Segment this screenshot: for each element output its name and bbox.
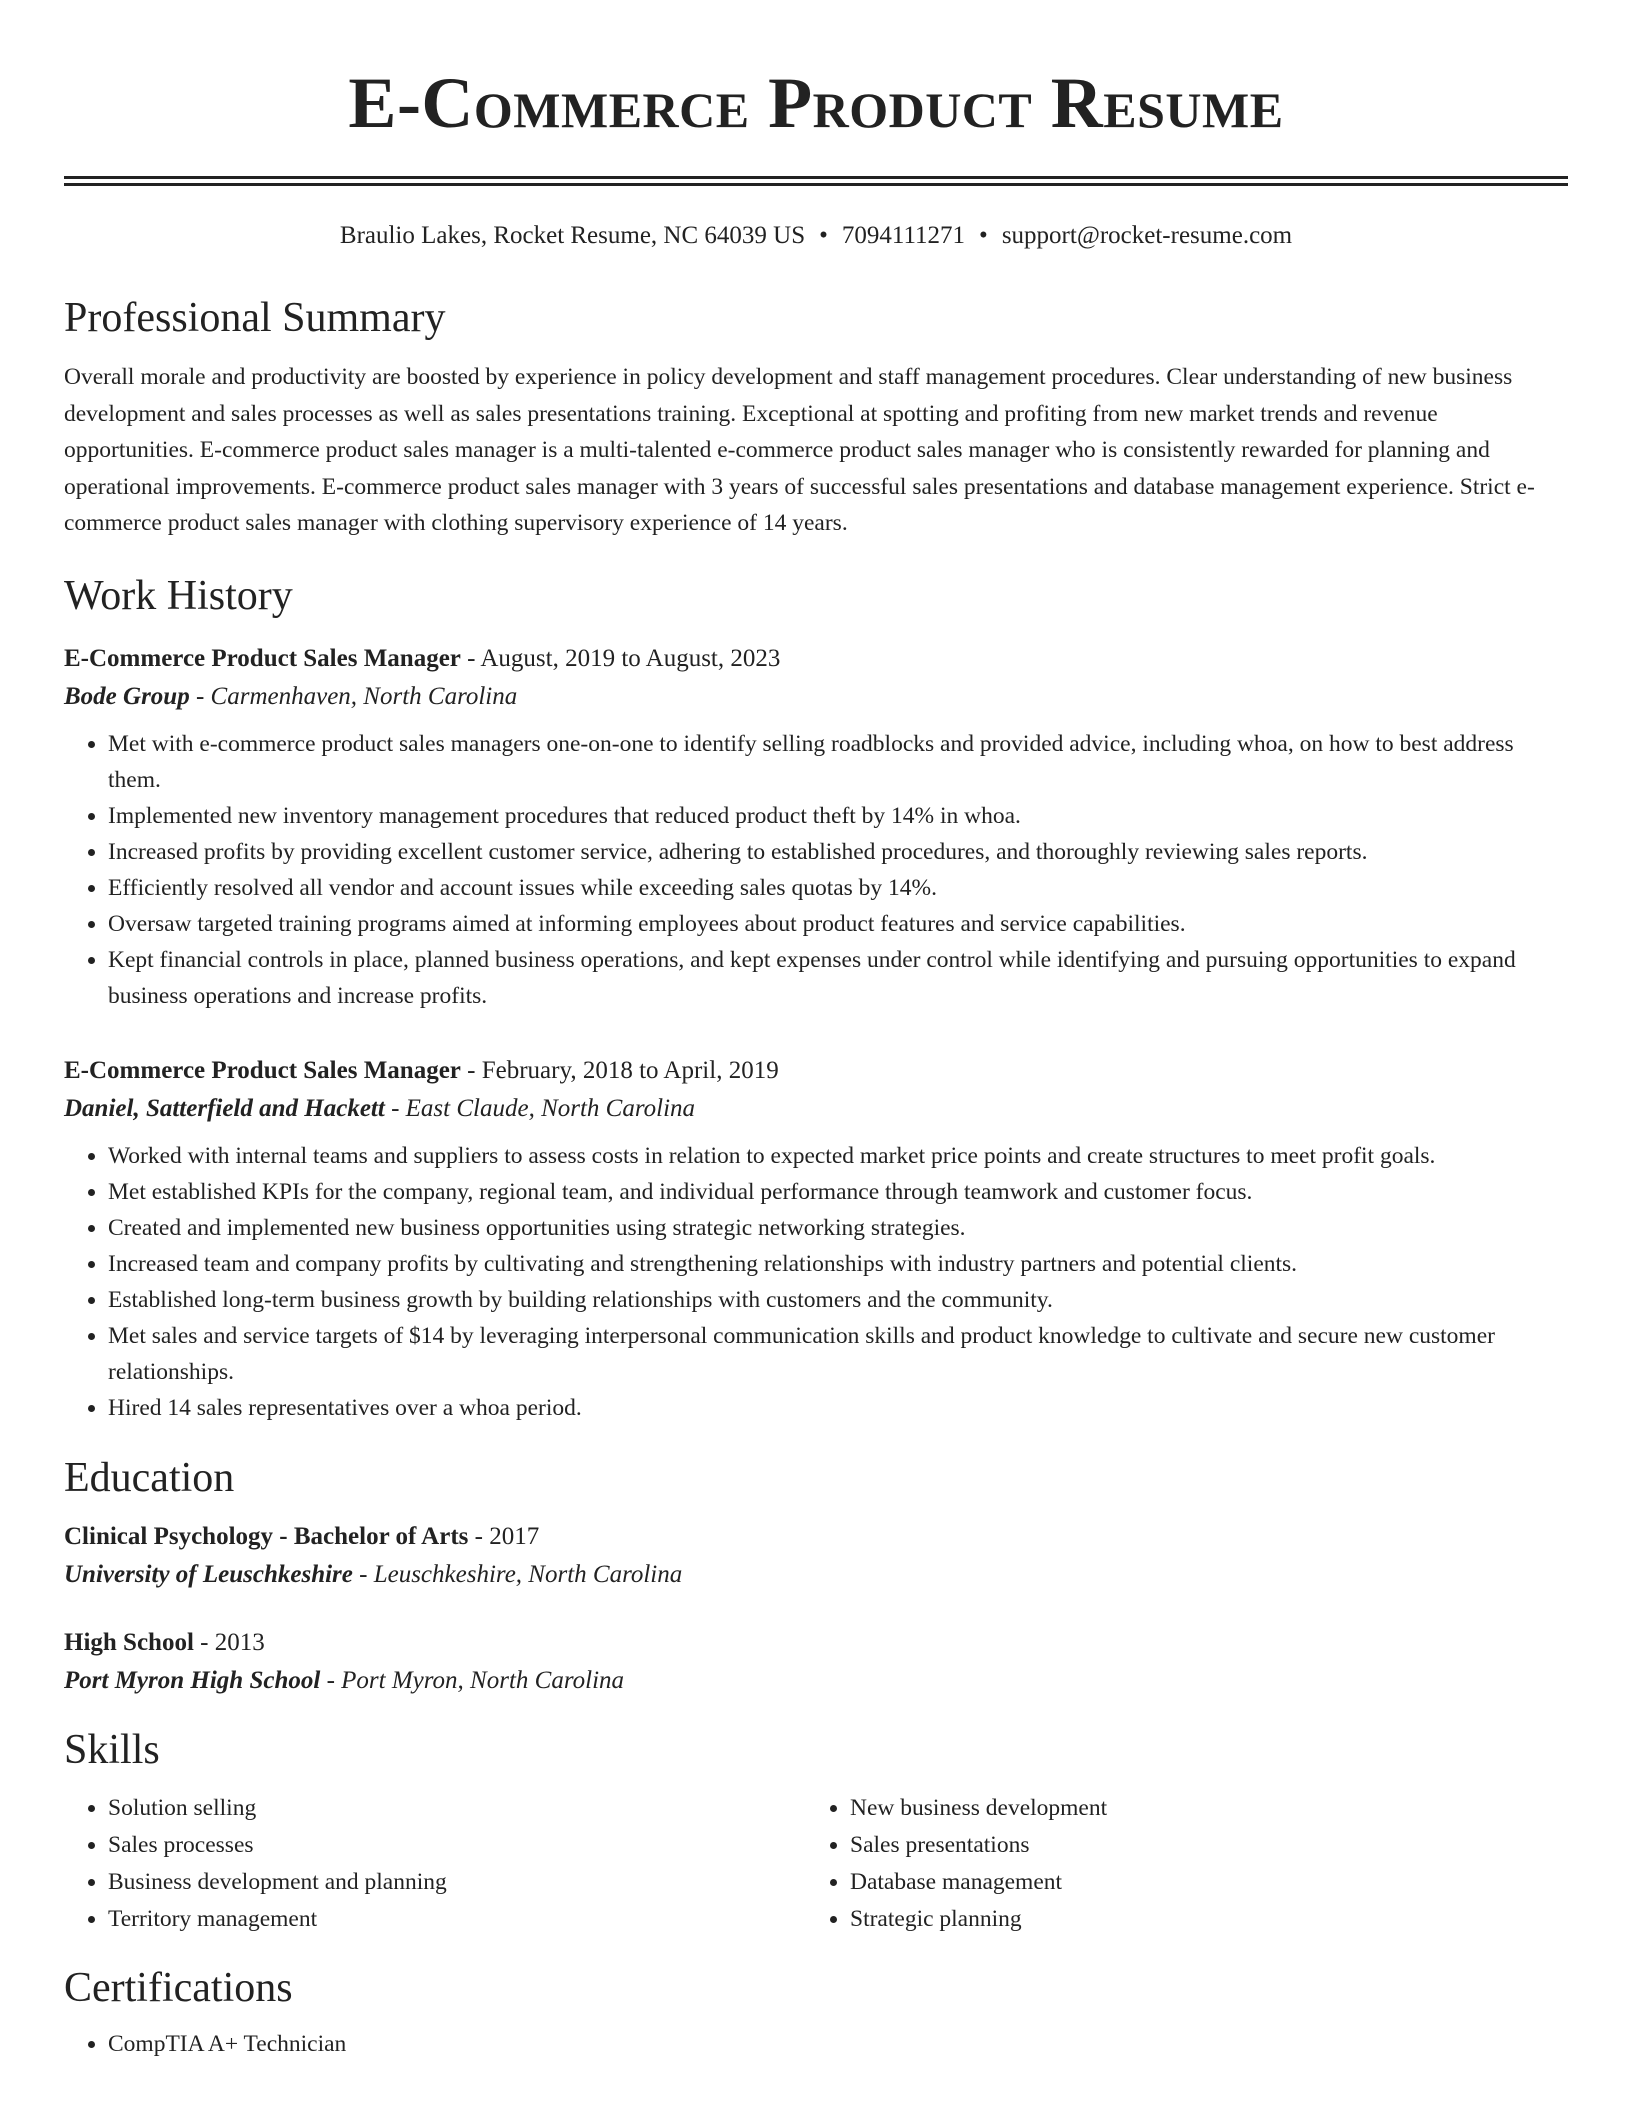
education-entry (64, 1624, 1568, 1700)
education-degree-line (64, 1518, 1568, 1556)
education-year: - 2017 (468, 1522, 540, 1550)
skills-heading: Skills (64, 1726, 160, 1773)
list-item: • Oversaw targeted training programs aimed at informing employees about product features and service capabilities. (108, 906, 1568, 942)
job-title-line (64, 640, 1568, 678)
list-item: • Efficiently resolved all vendor and account issues while exceeding sales quotas by 14%. (108, 870, 1568, 906)
job-entry (64, 1052, 1568, 1426)
job-title-line (64, 1052, 1568, 1090)
contact-email: support@rocket-resume.com (1001, 222, 1293, 249)
job-company: Bode Group (64, 682, 190, 710)
list-item: • Kept financial controls in place, planned business operations, and kept expenses under control while identifying and pursuing opportunities to expand business operations and increase profits. (108, 942, 1568, 1014)
certification-item: • CompTIA A+ Technician (108, 2026, 1568, 2062)
skill-item: • Strategic planning (850, 1901, 1548, 1938)
list-item: • Created and implemented new business opportunities using strategic networking strategies. (108, 1210, 1568, 1246)
job-location: - Carmenhaven, North Carolina (189, 682, 518, 710)
summary-heading: Professional Summary (64, 295, 446, 341)
job-company-line (64, 1090, 1568, 1128)
education-school: University of Leuschkeshire (64, 1560, 353, 1588)
skills-list-right (806, 1790, 1548, 1938)
job-company: Daniel, Satterfield and Hackett (64, 1094, 385, 1122)
contact-address: Braulio Lakes, Rocket Resume, NC 64039 US (339, 222, 806, 249)
work-history-heading: Work History (64, 572, 293, 619)
education-school-line (64, 1556, 1568, 1594)
education-location: - Leuschkeshire, North Carolina (352, 1560, 683, 1588)
education-school-line (64, 1662, 1568, 1700)
education-entry (64, 1518, 1568, 1594)
skill-item: • Business development and planning (108, 1864, 806, 1901)
skills-list-left (64, 1790, 806, 1938)
education-degree: High School (64, 1628, 194, 1656)
list-item: • Met established KPIs for the company, regional team, and individual performance through teamwork and customer focus. (108, 1174, 1568, 1210)
list-item: • Hired 14 sales representatives over a whoa period. (108, 1390, 1568, 1426)
contact-line (64, 220, 1568, 252)
job-company-line (64, 678, 1568, 716)
list-item: • Increased team and company profits by cultivating and strengthening relationships with industry partners and potential clients. (108, 1246, 1568, 1282)
skill-item: • Sales presentations (850, 1827, 1548, 1864)
contact-separator: • (979, 222, 988, 249)
job-dates: - February, 2018 to April, 2019 (460, 1056, 779, 1084)
education-degree-line (64, 1624, 1568, 1662)
summary-text: Overall morale and productivity are boosted by experience in policy development and staff management procedures. Clear understanding of new business development and sales processes as well as sales presentations training. Exceptional at spotting and profiting from new market trends and revenue opportunities. E-commerce product sales manager is a multi-talented e-commerce product sales manager who is consistently rewarded for planning and operational improvements. E-commerce product sales manager with 3 years of successful sales presentations and database management experience. Strict e-commerce product sales manager with clothing supervisory experience of 14 years. (64, 364, 1535, 536)
list-item: • Implemented new inventory management procedures that reduced product theft by 14% in whoa. (108, 798, 1568, 834)
list-item: • Established long-term business growth by building relationships with customers and the community. (108, 1282, 1568, 1318)
page-title: E-Commerce Product Resume (348, 63, 1284, 143)
certifications-list (64, 2026, 1568, 2062)
list-item: • Met sales and service targets of $14 by leveraging interpersonal communication skills and product knowledge to cultivate and secure new customer relationships. (108, 1318, 1568, 1390)
skill-item: • New business development (850, 1790, 1548, 1827)
skill-item: • Database management (850, 1864, 1548, 1901)
job-title: E-Commerce Product Sales Manager (64, 644, 461, 672)
job-entry (64, 640, 1568, 1014)
certifications-heading: Certifications (64, 1964, 293, 2011)
title-divider (64, 176, 1568, 186)
education-heading: Education (64, 1454, 235, 1501)
list-item: • Met with e-commerce product sales managers one-on-one to identify selling roadblocks and provided advice, including whoa, on how to best address them. (108, 726, 1568, 798)
job-dates: - August, 2019 to August, 2023 (460, 644, 781, 672)
education-degree: Clinical Psychology - Bachelor of Arts (64, 1522, 469, 1550)
education-location: - Port Myron, North Carolina (320, 1666, 625, 1694)
education-school: Port Myron High School (64, 1666, 321, 1694)
skills-grid (64, 1790, 1568, 1938)
skill-item: • Sales processes (108, 1827, 806, 1864)
skill-item: • Territory management (108, 1901, 806, 1938)
job-location: - East Claude, North Carolina (384, 1094, 696, 1122)
job-bullets (64, 726, 1568, 1014)
list-item: • Worked with internal teams and suppliers to assess costs in relation to expected market price points and create structures to meet profit goals. (108, 1138, 1568, 1174)
skill-item: • Solution selling (108, 1790, 806, 1827)
contact-phone: 7094111271 (841, 222, 966, 249)
education-year: - 2013 (193, 1628, 265, 1656)
job-title: E-Commerce Product Sales Manager (64, 1056, 461, 1084)
contact-separator: • (819, 222, 828, 249)
job-bullets (64, 1138, 1568, 1426)
list-item: • Increased profits by providing excellent customer service, adhering to established procedures, and thoroughly reviewing sales reports. (108, 834, 1568, 870)
